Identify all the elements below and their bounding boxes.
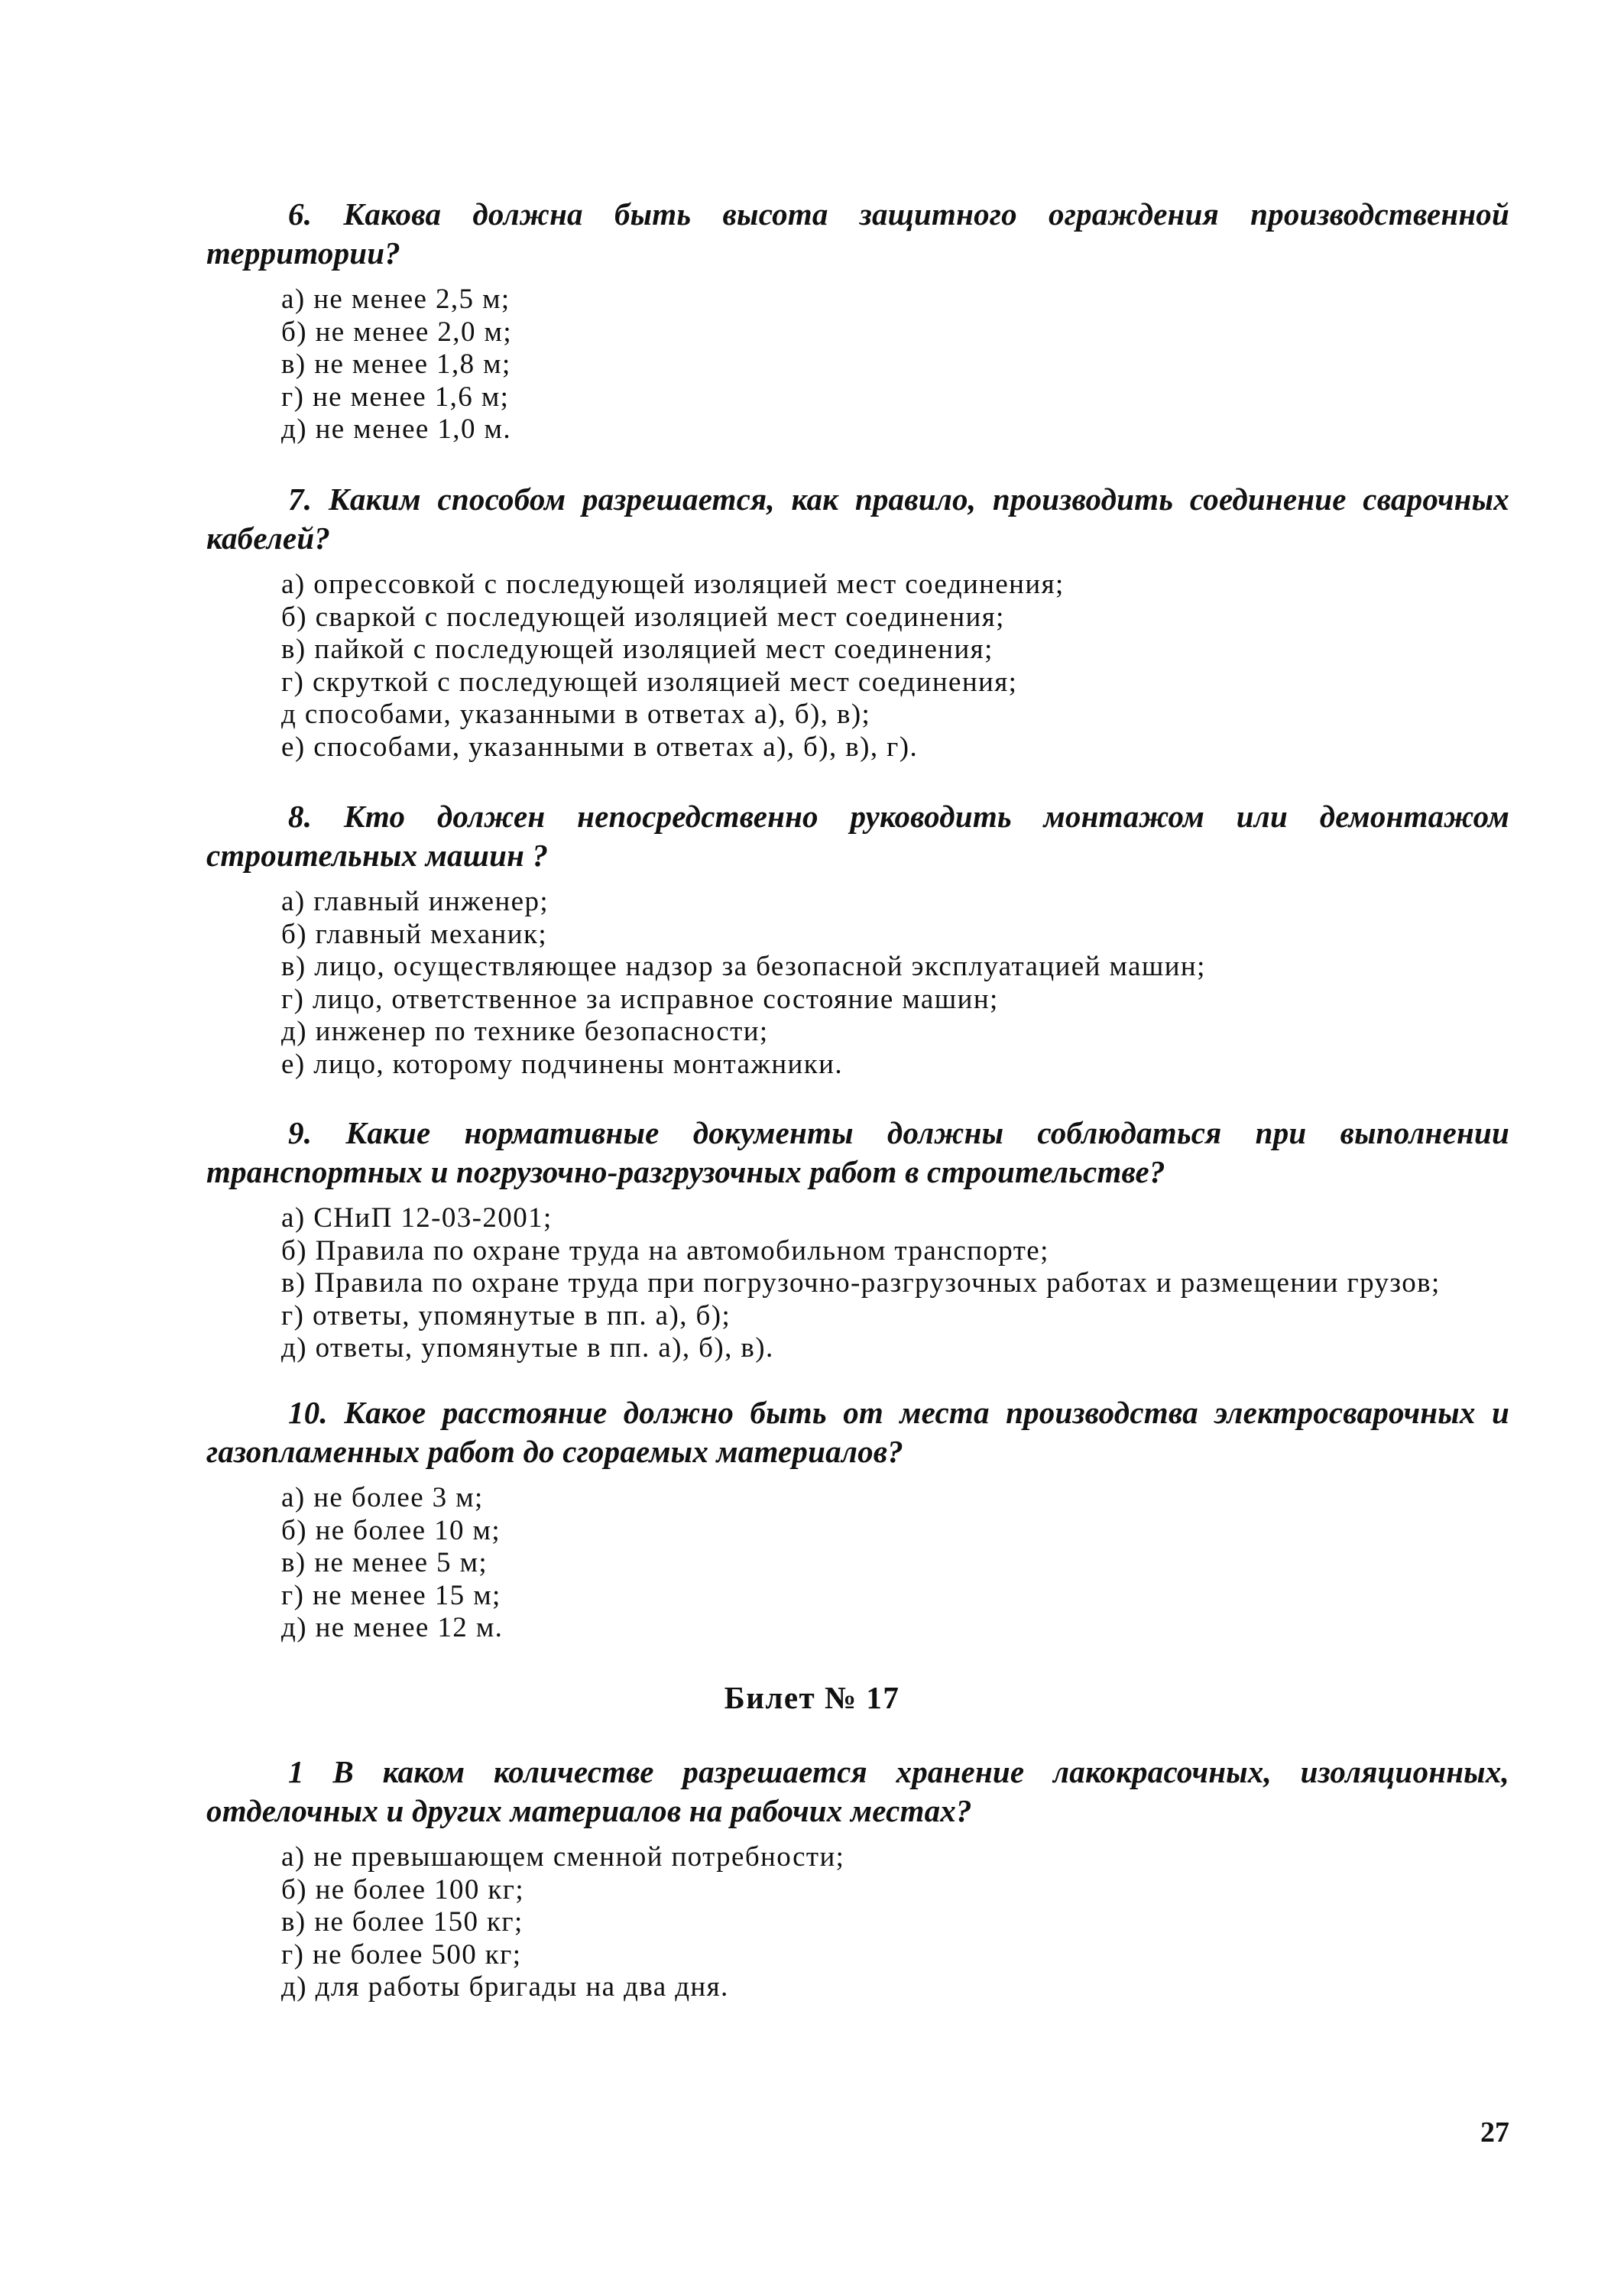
answer-option: е) способами, указанными в ответах а), б), в), г). <box>281 731 919 763</box>
answer-option: г) ответы, упомянутые в пп. а), б); <box>281 1299 731 1331</box>
answer-option: г) скруткой с последующей изоляцией мест соединения; <box>281 666 1018 698</box>
answer-option: в) не менее 1,8 м; <box>281 349 511 380</box>
question-8 <box>206 797 1509 1081</box>
answer-option: в) не менее 5 м; <box>281 1547 488 1578</box>
answer-option: д) для работы бригады на два дня. <box>281 1971 729 2003</box>
page-number: 27 <box>1480 2116 1509 2149</box>
answer-list <box>206 886 1509 1081</box>
answer-option: б) главный механик; <box>281 918 548 950</box>
answer-option: б) сваркой с последующей изоляцией мест соединения; <box>281 601 1005 633</box>
answer-option: д) не менее 12 м. <box>281 1612 504 1643</box>
answer-option: б) не более 100 кг; <box>281 1873 525 1905</box>
answer-option: г) не более 500 кг; <box>281 1938 522 1970</box>
answer-option: в) лицо, осуществляющее надзор за безопасной эксплуатацией машин; <box>281 951 1206 982</box>
answer-list <box>206 569 1509 764</box>
answer-option: б) не более 10 м; <box>281 1514 501 1546</box>
answer-option: д) не менее 1,0 м. <box>281 414 511 445</box>
answer-option: а) не превышающем сменной потребности; <box>281 1841 845 1873</box>
answer-option: б) Правила по охране труда на автомобильном транспорте; <box>281 1234 1049 1267</box>
ticket-heading: Билет № 17 <box>724 1680 900 1715</box>
answer-option: а) не более 3 м; <box>281 1482 484 1513</box>
answer-option: в) Правила по охране труда при погрузочно-разгрузочных работах и размещении грузов; <box>281 1267 1441 1299</box>
answer-list <box>206 284 1509 446</box>
question-title: 7. Каким способом разрешается, как правило, производить соединение сварочных кабелей? <box>206 482 1509 556</box>
answer-option: д) инженер по технике безопасности; <box>281 1016 769 1047</box>
answer-list <box>206 1841 1509 2004</box>
question-10 <box>206 1393 1509 1645</box>
question-title: 1 В каком количестве разрешается хранение лакокрасочных, изоляционных, отделочных и других материалов на рабочих местах? <box>206 1754 1509 1828</box>
answer-option: в) не более 150 кг; <box>281 1906 524 1938</box>
answer-option: а) не менее 2,5 м; <box>281 284 511 315</box>
question-title: 10. Какое расстояние должно быть от места производства электросварочных и газопламенных работ до сгораемых материалов? <box>206 1395 1509 1469</box>
question-title: 6. Какова должна быть высота защитного ограждения производственной территории? <box>206 196 1509 271</box>
answer-option: а) опрессовкой с последующей изоляцией мест соединения; <box>281 569 1065 600</box>
answer-option: г) лицо, ответственное за исправное состояние машин; <box>281 983 999 1015</box>
answer-option: г) не менее 15 м; <box>281 1579 501 1611</box>
answer-option: д способами, указанными в ответах а), б), в); <box>281 699 871 730</box>
answer-option: в) пайкой с последующей изоляцией мест соединения; <box>281 634 994 665</box>
answer-option: д) ответы, упомянутые в пп. а), б), в). <box>281 1332 774 1364</box>
ticket-question-1 <box>206 1753 1509 2004</box>
question-7 <box>206 480 1509 764</box>
question-6 <box>206 195 1509 446</box>
question-9 <box>206 1114 1509 1365</box>
question-title: 9. Какие нормативные документы должны соблюдаться при выполнении транспортных и погрузочно-разгрузочных работ в строительстве? <box>206 1115 1509 1189</box>
answer-option: б) не менее 2,0 м; <box>281 316 512 348</box>
answer-option: а) СНиП 12-03-2001; <box>281 1202 553 1234</box>
answer-list <box>206 1202 1509 1365</box>
answer-option: е) лицо, которому подчинены монтажники. <box>281 1048 843 1080</box>
answer-list <box>206 1482 1509 1645</box>
answer-option: а) главный инженер; <box>281 886 549 917</box>
question-title: 8. Кто должен непосредственно руководить монтажом или демонтажом строительных машин ? <box>206 799 1509 873</box>
answer-option: г) не менее 1,6 м; <box>281 381 510 413</box>
